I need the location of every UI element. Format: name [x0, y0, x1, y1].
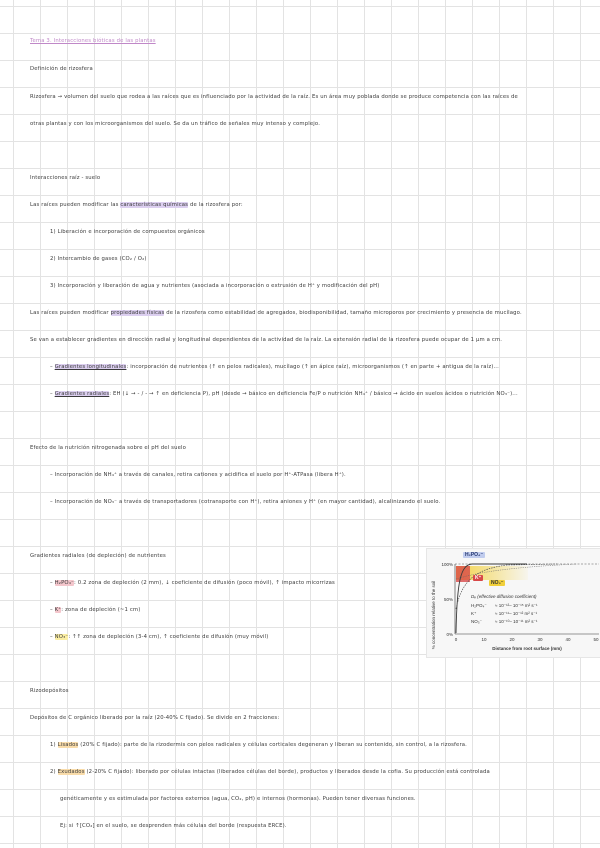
- list-item: 3) Incorporación y liberación de agua y nutrientes (asociada a incorporación o extrusión de H⁺ y modificación del pH): [50, 283, 380, 289]
- text-exudados: (2-20% C fijado): liberado por células intactas (liberados células del borde), productos y liberados desde la cofia. Su producción está controlada: [86, 769, 490, 775]
- text-rizosfera: volumen del suelo que rodea a las raíces que es influenciado por la actividad de la raíz. Es un área muy poblada donde se produce competencia con las raíces de: [64, 94, 518, 100]
- list-item: 1) Liberación e incorporación de compuestos orgánicos: [50, 229, 205, 235]
- section-heading-efecto: Efecto de la nutrición nitrogenada sobre el pH del suelo: [30, 445, 186, 451]
- paragraph-rizodepositos: Depósitos de C orgánico liberado por la raíz (20-40% C fijado). Se divide en 2 fracciones:: [30, 715, 280, 721]
- text-ejemplo: Ej: si ↑[CO₂] en el suelo, se desprenden más células del borde (respuesta ERCE).: [60, 823, 287, 829]
- section-heading-interacciones: Interacciones raíz - suelo: [30, 175, 101, 181]
- dash-icon: –: [50, 391, 53, 397]
- paragraph-rizosfera: [30, 94, 518, 101]
- section-heading-definicion: Definición de rizosfera: [30, 66, 93, 72]
- text-fisicas-pre: Las raíces pueden modificar: [30, 310, 109, 316]
- dash-icon: –: [50, 580, 53, 586]
- text-lisados: (20% C fijado): parte de la rizodermis con pelos radicales y células corticales degeneran y liberan su contenido, sin control, a la rizosfera.: [80, 742, 467, 748]
- section-heading-depletion: Gradientes radiales (de depleción) de nutrientes: [30, 553, 166, 559]
- paragraph-rizosfera-2: otras plantas y con los microorganismos del suelo. Se da un tráfico de señales muy intenso y complejo.: [30, 121, 321, 127]
- paragraph-fisicas: [30, 310, 522, 317]
- label-no3: NO₃⁻: [491, 580, 504, 586]
- paragraph-gradientes: Se van a establecer gradientes en dirección radial y longitudinal dependientes de la actividad de la raíz. La extensión radial de la rizosfera puede ocupar de 1 µm a cm.: [30, 337, 503, 343]
- dash-icon: –: [50, 472, 53, 478]
- paragraph-quimicas: [30, 202, 243, 209]
- list-item-longitudinales: [50, 364, 499, 371]
- list-item-radiales: [50, 391, 518, 398]
- list-item-exudados: [50, 769, 490, 776]
- list-item: [50, 499, 440, 506]
- y-tick: 100%: [441, 562, 453, 567]
- text-fisicas-post: de la rizosfera como estabilidad de agregados, biodisponibilidad, tamaño microporos por crecimiento y presencia de mucílago.: [166, 310, 522, 316]
- depletion-figure: [426, 548, 600, 658]
- ion-no3: NO₃⁻: [54, 634, 69, 640]
- text-quimicas-pre: Las raíces pueden modificar las: [30, 202, 119, 208]
- section-heading-rizodepositos: Rizodepósitos: [30, 688, 69, 694]
- dash-icon: –: [50, 607, 53, 613]
- x-tick: 10: [481, 637, 487, 642]
- y-tick: 0%: [446, 632, 453, 637]
- y-tick: 50%: [443, 597, 453, 602]
- y-axis-label: % concentration relative to the soil: [431, 580, 436, 650]
- text-exudados-2: genéticamente y es estimulada por factores externos (agua, CO₂, pH) e internos (hormonas). Pueden tener diversas funciones.: [60, 796, 416, 802]
- depletion-chart: [427, 549, 600, 657]
- highlight-lisados: Lisados: [57, 742, 79, 748]
- x-tick: 50: [593, 637, 599, 642]
- k-zone: [456, 566, 470, 582]
- x-tick: 40: [565, 637, 571, 642]
- highlight-fisicas: propiedades físicas: [110, 310, 165, 316]
- term-rizosfera: Rizosfera: [30, 94, 56, 100]
- coef-k-ion: K⁺: [471, 611, 477, 616]
- ion-k: K⁺: [54, 607, 62, 613]
- highlight-exudados: Exudados: [57, 769, 85, 775]
- highlight-quimicas: características químicas: [120, 202, 189, 208]
- list-item: [50, 472, 346, 479]
- text-nh4: Incorporación de NH₄⁺ a través de canales, retira cationes y acidifica el suelo por H⁺-ATPasa (libera H⁺).: [54, 472, 346, 478]
- coef-k-value: ≈ 10⁻¹¹– 10⁻¹² m² s⁻¹: [495, 611, 538, 616]
- text-h2po4: : 0.2 zona de depleción (2 mm), ↓ coeficiente de difusión (poco móvil), ↑ impacto micorrizas: [73, 580, 335, 586]
- text-k: : zona de depleción (~1 cm): [61, 607, 141, 613]
- coef-title: Dₑ (effective diffusion coefficient): [471, 594, 537, 599]
- number-1: 1): [50, 742, 56, 748]
- list-item: 2) Intercambio de gases (CO₂ / O₂): [50, 256, 147, 262]
- coef-h2po4-ion: H₂PO₄⁻: [471, 603, 487, 608]
- highlight-radiales: Gradientes radiales: [54, 391, 110, 397]
- list-item: [50, 580, 335, 587]
- number-2: 2): [50, 769, 56, 775]
- list-item: [50, 634, 268, 641]
- dash-icon: –: [50, 634, 53, 640]
- legend-h2po4: H₂PO₄⁻: [465, 552, 484, 558]
- dash-icon: –: [50, 499, 53, 505]
- coef-no3-value: ≈ 10⁻¹⁰– 10⁻¹¹ m² s⁻¹: [495, 619, 538, 624]
- page-title: Tema 3. Interacciones bióticas de las plantas: [30, 38, 156, 44]
- text-longitudinales: : incorporación de nutrientes (↑ en pelos radicales), mucílago (↑ en ápice raíz), microorganismos (↑ en parte + antigua de la raíz)...: [126, 364, 499, 370]
- ion-h2po4: H₂PO₄⁻: [54, 580, 74, 586]
- text-no3-dep: : ↑↑ zona de depleción (3-4 cm), ↑ coeficiente de difusión (muy móvil): [68, 634, 269, 640]
- arrow-icon: →: [57, 94, 63, 100]
- x-tick: 30: [537, 637, 543, 642]
- label-k: K⁺: [475, 575, 482, 581]
- text-radiales: : EH (↓ → - / - → ↑ en deficiencia P), pH (desde → básico en deficiencia Fe/P o nutrición NH₄⁺ / básico → ácido en suelos ácidos o nutrición NO₃⁻)...: [109, 391, 518, 397]
- x-axis-label: Distance from root surface (mm): [492, 646, 562, 651]
- x-tick: 20: [509, 637, 515, 642]
- coef-no3-ion: NO₃⁻: [471, 619, 482, 624]
- list-item: [50, 607, 140, 614]
- highlight-longitudinales: Gradientes longitudinales: [54, 364, 127, 370]
- list-item-lisados: [50, 742, 467, 749]
- text-quimicas-post: de la rizosfera por:: [189, 202, 243, 208]
- dash-icon: –: [50, 364, 53, 370]
- x-tick: 0: [454, 637, 458, 642]
- text-no3: Incorporación de NO₃⁻ a través de transportadores (cotransporte con H⁺), retira aniones y H⁺ (en mayor cantidad), alcalinizando el suelo.: [54, 499, 441, 505]
- coef-h2po4-value: ≈ 10⁻¹²– 10⁻¹⁵ m² s⁻¹: [495, 603, 538, 608]
